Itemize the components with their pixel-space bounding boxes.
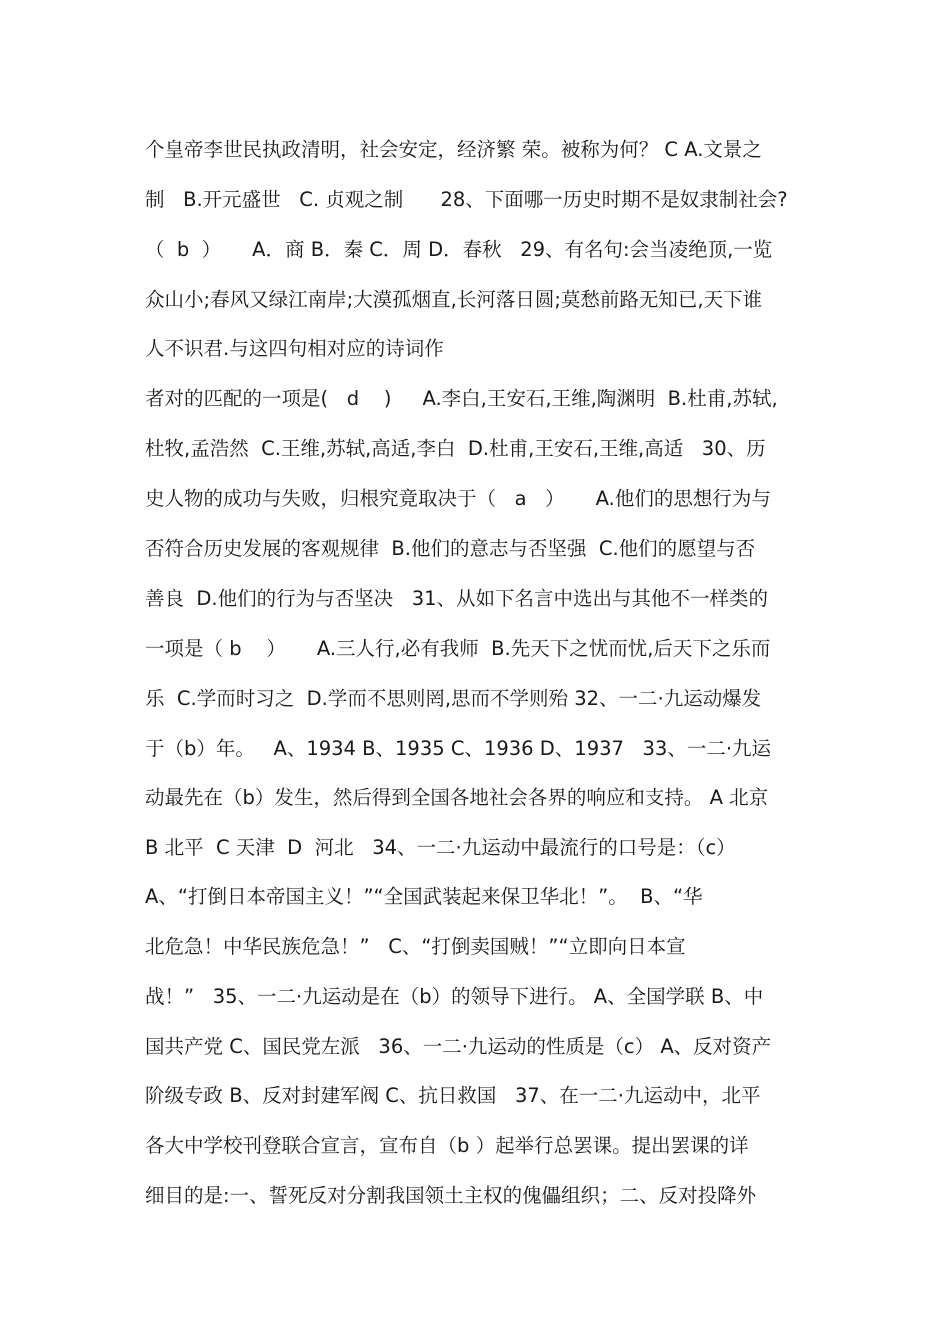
text-line: 人不识君.与这四句相对应的诗词作 [145,337,444,360]
text-line: 一项是（ b ） A.三人行,必有我师 B.先天下之忧而忧,后天下之乐而 [145,637,771,660]
text-line: 乐 C.学而时习之 D.学而不思则罔,思而不学则殆 32、一二·九运动爆发 [145,687,762,710]
text-line: 史人物的成功与失败，归根究竟取决于（ a ） A.他们的思想行为与 [145,487,771,510]
text-line: 众山小;春风又绿江南岸;大漠孤烟直,长河落日圆;莫愁前路无知已,天下谁 [145,288,763,311]
text-line: 细目的是:一、誓死反对分割我国领土主权的傀儡组织；二、反对投降外 [145,1184,757,1207]
text-line: 者对的匹配的一项是( d ) A.李白,王安石,王维,陶渊明 B.杜甫,苏轼, [145,387,778,410]
text-line: A、“打倒日本帝国主义！”“全国武装起来保卫华北！”。 B、“华 [145,885,703,908]
text-line: 北危急！中华民族危急！” C、“打倒卖国贼！”“立即向日本宣 [145,935,686,958]
text-line: （ b ） A．商 B．秦 C．周 D．春秋 29、有名句:会当凌绝顶,一览 [145,238,773,261]
text-line: 战！” 35、一二·九运动是在（b）的领导下进行。 A、全国学联 B、中 [145,985,764,1008]
text-line: 国共产党 C、国民党左派 36、一二·九运动的性质是（c） A、反对资产 [145,1035,772,1058]
text-line: 于（b）年。 A、1934 B、1935 C、1936 D、1937 33、一二·九运 [145,737,772,760]
text-line: 动最先在（b）发生，然后得到全国各地社会各界的响应和支持。 A 北京 [145,786,769,809]
text-line: 杜牧,孟浩然 C.王维,苏轼,高适,李白 D.杜甫,王安石,王维,高适 30、历 [145,437,766,460]
text-line: B 北平 C 天津 D 河北 34、一二·九运动中最流行的口号是：（c） [145,836,736,859]
text-line: 善良 D.他们的行为与否坚决 31、从如下名言中选出与其他不一样类的 [145,587,769,610]
text-line: 阶级专政 B、反对封建军阀 C、抗日救国 37、在一二·九运动中，北平 [145,1084,761,1107]
text-line: 制 B.开元盛世 C. 贞观之制 28、下面哪一历史时期不是奴隶制社会? [145,188,788,211]
text-line: 个皇帝李世民执政清明，社会安定，经济繁 荣。被称为何？ C A.文景之 [145,138,762,161]
text-line: 否符合历史发展的客观规律 B.他们的意志与否坚强 C.他们的愿望与否 [145,537,756,560]
text-line: 各大中学校刊登联合宣言，宣布自（b ）起举行总罢课。提出罢课的详 [145,1134,749,1157]
